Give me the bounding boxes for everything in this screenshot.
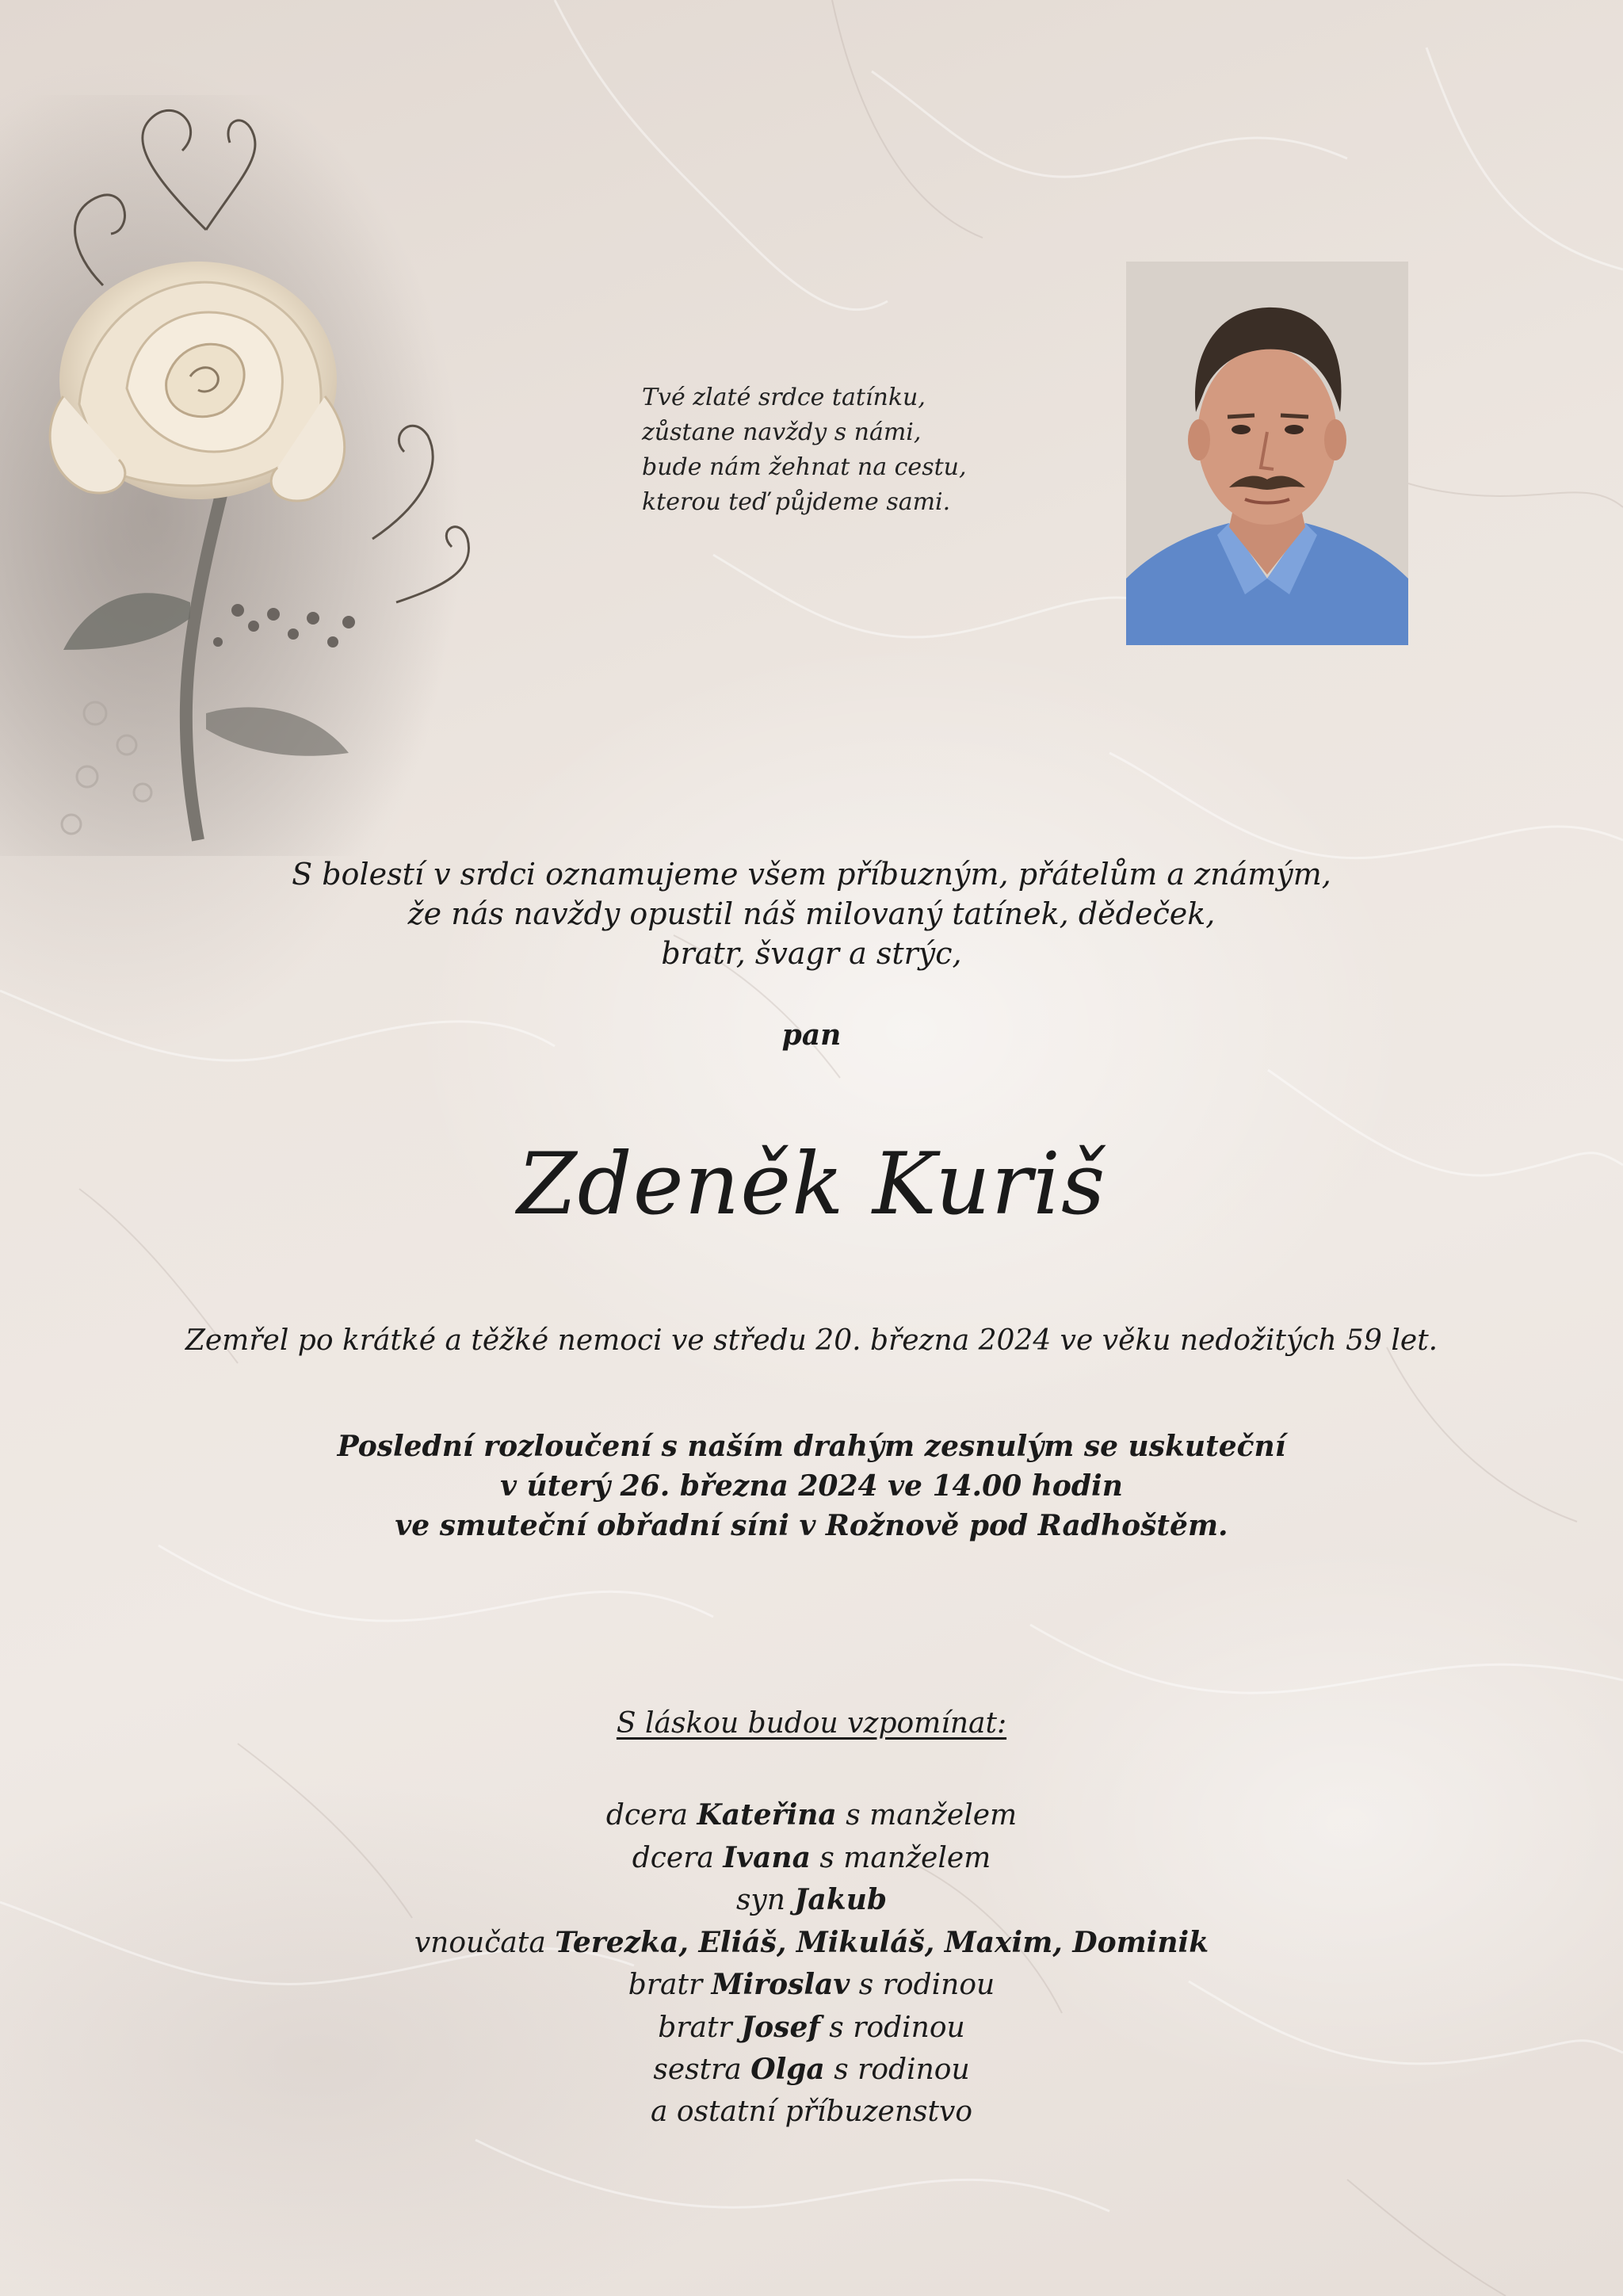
mourner-suffix: s rodinou xyxy=(829,2011,965,2044)
mourner-suffix: s manželem xyxy=(819,1841,991,1874)
mourner-suffix: s rodinou xyxy=(858,1969,995,2001)
mourners-heading xyxy=(0,1704,1623,1744)
ceremony-line: Poslední rozloučení s naším drahým zesnulým se uskuteční xyxy=(337,1430,1286,1463)
mourner-names: Kateřina xyxy=(697,1798,837,1832)
announcement-text xyxy=(0,854,1623,973)
ceremony-line: v úterý 26. března 2024 ve 14.00 hodin xyxy=(500,1469,1123,1503)
poem-line: kterou teď půjdeme sami. xyxy=(642,488,951,516)
mourner-suffix: s manželem xyxy=(846,1799,1018,1832)
mourner-names: Ivana xyxy=(723,1840,811,1874)
mourner-suffix: s rodinou xyxy=(834,2053,970,2086)
mourner-relation: dcera xyxy=(632,1841,714,1874)
death-notice: Zemřel po krátké a těžké nemoci ve středu 20. března 2024 ve věku nedožitých 59 let. xyxy=(185,1324,1438,1357)
mourner-names: Josef xyxy=(741,2010,820,2044)
mourner-row xyxy=(0,2049,1623,2092)
mourners-list xyxy=(0,1794,1623,2133)
ceremony-line: ve smuteční obřadní síni v Rožnově pod Radhoštěm. xyxy=(395,1509,1228,1542)
mourner-relation: vnoučata xyxy=(414,1926,546,1959)
mourner-relation: bratr xyxy=(628,1969,703,2001)
mourner-row xyxy=(0,2092,1623,2134)
announcement-line: S bolestí v srdci oznamujeme všem příbuzným, přátelům a známým, xyxy=(292,857,1331,892)
mourner-relation: sestra xyxy=(653,2053,742,2086)
mourner-names: Olga xyxy=(750,2053,825,2086)
announcement-line: že nás navždy opustil náš milovaný tatínek, dědeček, xyxy=(407,896,1216,931)
mourner-relation: dcera xyxy=(605,1799,689,1832)
mourner-names: Terezka, Eliáš, Mikuláš, Maxim, Dominik xyxy=(555,1925,1209,1959)
honorific: pan xyxy=(781,1018,842,1052)
mourner-row xyxy=(0,2007,1623,2050)
deceased-name: Zdeněk Kuriš xyxy=(517,1135,1106,1234)
announcement-line: bratr, švagr a strýc, xyxy=(661,936,962,971)
mourner-row xyxy=(0,1837,1623,1880)
poem-line: bude nám žehnat na cestu, xyxy=(642,453,967,481)
mourner-row xyxy=(0,1879,1623,1922)
mourner-relation: bratr xyxy=(658,2011,732,2044)
mourners-heading-text: S láskou budou vzpomínat: xyxy=(616,1707,1007,1740)
mourner-relation: a ostatní příbuzenstvo xyxy=(650,2095,972,2128)
mourner-row xyxy=(0,1964,1623,2007)
poem-line: Tvé zlaté srdce tatínku, xyxy=(642,384,926,411)
mourner-names: Jakub xyxy=(794,1883,888,1916)
mourner-row xyxy=(0,1794,1623,1837)
mourner-row xyxy=(0,1922,1623,1965)
poem-line: zůstane navždy s námi, xyxy=(642,418,922,446)
ceremony-details xyxy=(0,1427,1623,1545)
poem xyxy=(642,380,1054,520)
rose-illustration xyxy=(0,95,515,856)
mourner-relation: syn xyxy=(735,1884,785,1916)
mourner-names: Miroslav xyxy=(711,1968,850,2001)
portrait-photo xyxy=(1126,262,1408,645)
